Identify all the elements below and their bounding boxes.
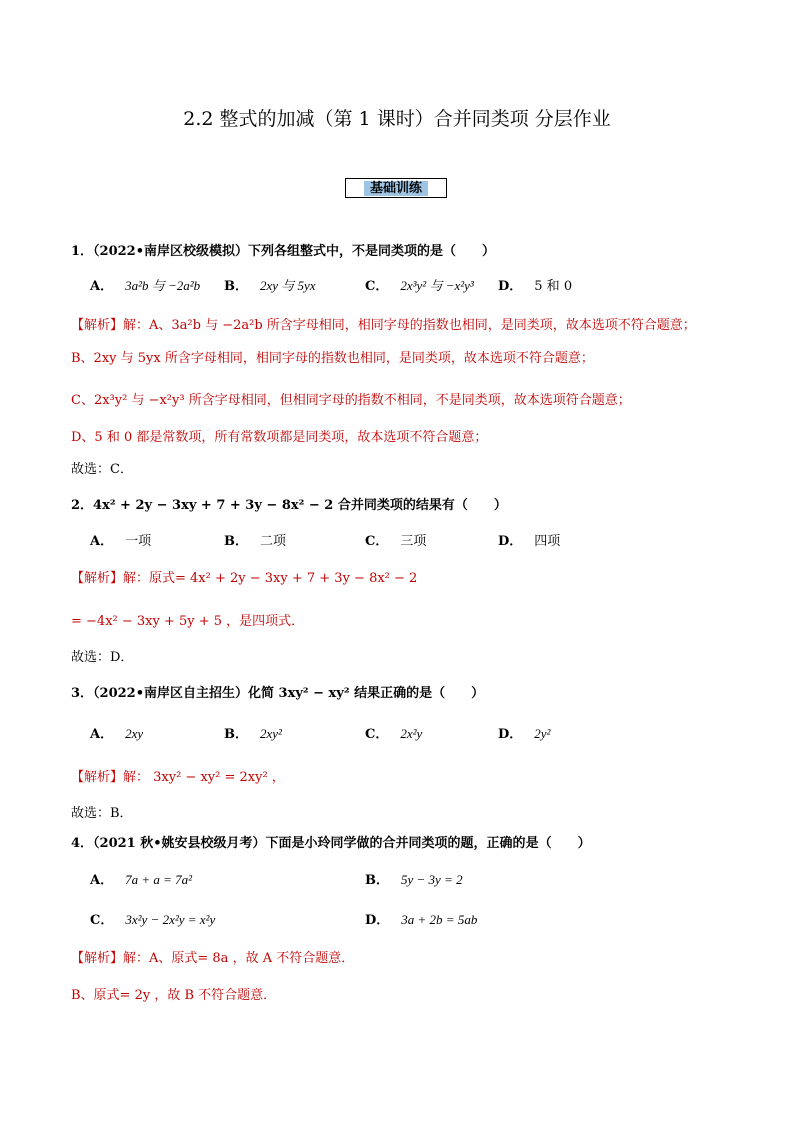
q4-option-d: D． 3a + 2b = 5ab xyxy=(365,912,478,928)
q3-analysis-1: 【解析】解： 3xy² − xy² = 2xy² ， xyxy=(71,770,285,785)
q1-option-a: A． 3a²b 与 −2a²b xyxy=(90,278,201,294)
q3-option-b: B． 2xy² xyxy=(224,726,282,742)
q4-analysis-2: B、原式= 2y ，故 B 不符合题意． xyxy=(71,988,277,1003)
q4-option-c: C． 3x²y − 2x²y = x²y xyxy=(90,912,216,928)
q3-answer: 故选：B． xyxy=(71,806,133,821)
q1-option-c: C． 2x³y² 与 −x²y³ xyxy=(365,278,474,294)
q1-stem: 1．（2022•南岸区校级模拟）下列各组整式中，不是同类项的是（ ） xyxy=(71,244,496,259)
q2-analysis-2: = −4x² − 3xy + 5y + 5 ，是四项式． xyxy=(71,614,305,629)
q4-option-b: B． 5y − 3y = 2 xyxy=(365,872,463,888)
q3-stem: 3．（2022•南岸区自主招生）化简 3xy² − xy² 结果正确的是（ ） xyxy=(71,686,485,701)
q4-option-a: A． 7a + a = 7a² xyxy=(90,872,193,888)
q2-answer: 故选：D． xyxy=(71,650,134,665)
q1-analysis-4: D、5 和 0 都是常数项，所有常数项都是同类项，故本选项不符合题意； xyxy=(71,430,488,445)
q4-analysis-1: 【解析】解：A、原式= 8a ，故 A 不符合题意． xyxy=(71,951,355,966)
q2-option-d: D． 四项 xyxy=(498,534,561,549)
q3-option-a: A． 2xy xyxy=(90,726,144,742)
q2-analysis-1: 【解析】解：原式= 4x² + 2y − 3xy + 7 + 3y − 8x² − 2 xyxy=(71,571,418,586)
q2-option-a: A． 一项 xyxy=(90,534,152,549)
section-badge-label: 基础训练 xyxy=(364,181,428,196)
q1-answer: 故选：C． xyxy=(71,462,133,477)
page-title: 2.2 整式的加减（第 1 课时）合并同类项 分层作业 xyxy=(183,108,611,130)
q3-option-d: D． 2y² xyxy=(498,726,551,742)
q1-analysis-3: C、2x³y² 与 −x²y³ 所含字母相同，但相同字母的指数不相同，不是同类项，故本选项符合题意； xyxy=(71,393,631,408)
q1-option-d: D． 5 和 0 xyxy=(498,279,573,294)
q1-analysis-2: B、2xy 与 5yx 所含字母相同，相同字母的指数也相同，是同类项，故本选项不符合题意； xyxy=(71,351,594,366)
section-badge xyxy=(345,178,447,198)
q2-option-b: B． 二项 xyxy=(224,534,287,549)
q2-stem: 2．4x² + 2y − 3xy + 7 + 3y − 8x² − 2 合并同类项的结果有（ ） xyxy=(71,498,507,513)
q2-option-c: C． 三项 xyxy=(365,534,427,549)
q1-analysis-1: 【解析】解：A、3a²b 与 −2a²b 所含字母相同，相同字母的指数也相同，是同类项，故本选项不符合题意； xyxy=(71,318,696,333)
q3-option-c: C． 2x²y xyxy=(365,726,423,742)
q1-option-b: B． 2xy 与 5yx xyxy=(224,278,316,294)
q4-stem: 4．（2021 秋•姚安县校级月考）下面是小玲同学做的合并同类项的题，正确的是（ ） xyxy=(71,836,591,851)
